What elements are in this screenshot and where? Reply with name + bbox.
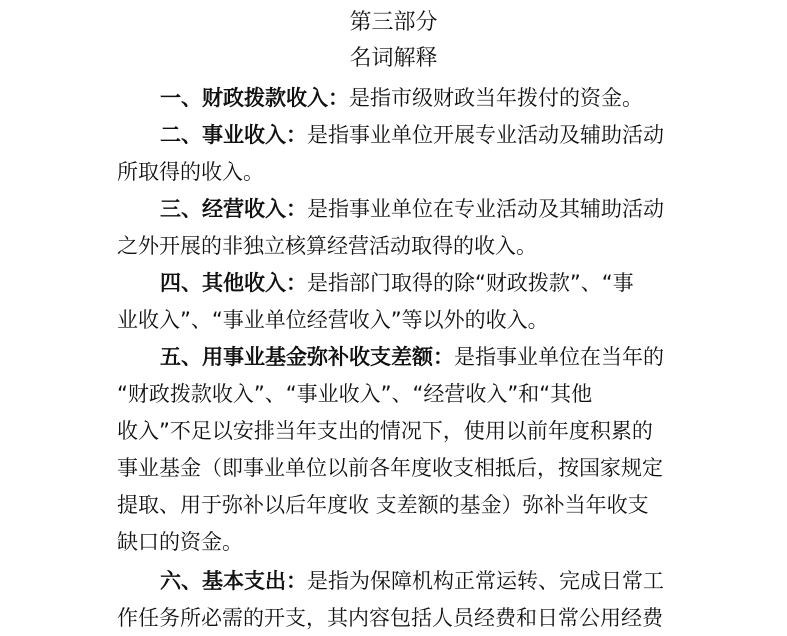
definition-text: 是指市级财政当年拨付的资金。 (349, 86, 643, 110)
definition-basic-expenditure (160, 566, 664, 596)
term-label: 一、财政拨款收入： (160, 86, 349, 110)
definition-text-continued: 缺口的资金。 (117, 530, 243, 554)
definition-text-continued: 作任务所必需的开支，其内容包括人员经费和日常公用经费 (117, 606, 663, 630)
part-title: 第三部分 (349, 10, 438, 35)
definition-other-income (160, 268, 634, 298)
definition-text-continued: 提取、用于弥补以后年度收 支差额的基金）弥补当年收支 (117, 493, 649, 517)
term-label: 六、基本支出： (160, 569, 307, 593)
definition-text: 是指事业单位开展专业活动及辅助活动 (307, 123, 664, 147)
definition-text-continued: 事业基金（即事业单位以前各年度收支相抵后，按国家规定 (117, 456, 663, 480)
definition-operating-income (160, 194, 664, 224)
definition-text-continued: 所取得的收入。 (117, 160, 264, 184)
definition-text: 是指部门取得的除“财政拨款”、“事 (307, 271, 634, 295)
definition-fund-deficit (160, 342, 664, 372)
definition-text-continued: 之外开展的非独立核算经营活动取得的收入。 (117, 234, 537, 258)
definition-business-income (160, 120, 664, 150)
definition-text: 是指事业单位在当年的 (454, 345, 664, 369)
term-label: 四、其他收入： (160, 271, 307, 295)
definition-text-continued: “财政拨款收入”、“事业收入”、“经营收入”和“其他 (117, 382, 593, 406)
definition-text-continued: 收入”不足以安排当年支出的情况下，使用以前年度积累的 (117, 419, 653, 443)
term-label: 三、经营收入： (160, 197, 307, 221)
term-label: 五、用事业基金弥补收支差额： (160, 345, 454, 369)
term-label: 二、事业收入： (160, 123, 307, 147)
definition-text-continued: 业收入”、“事业单位经营收入”等以外的收入。 (117, 308, 549, 332)
definition-text: 是指事业单位在专业活动及其辅助活动 (307, 197, 664, 221)
definition-financial-appropriation (160, 83, 643, 113)
section-title: 名词解释 (349, 46, 438, 71)
definition-text: 是指为保障机构正常运转、完成日常工 (307, 569, 664, 593)
